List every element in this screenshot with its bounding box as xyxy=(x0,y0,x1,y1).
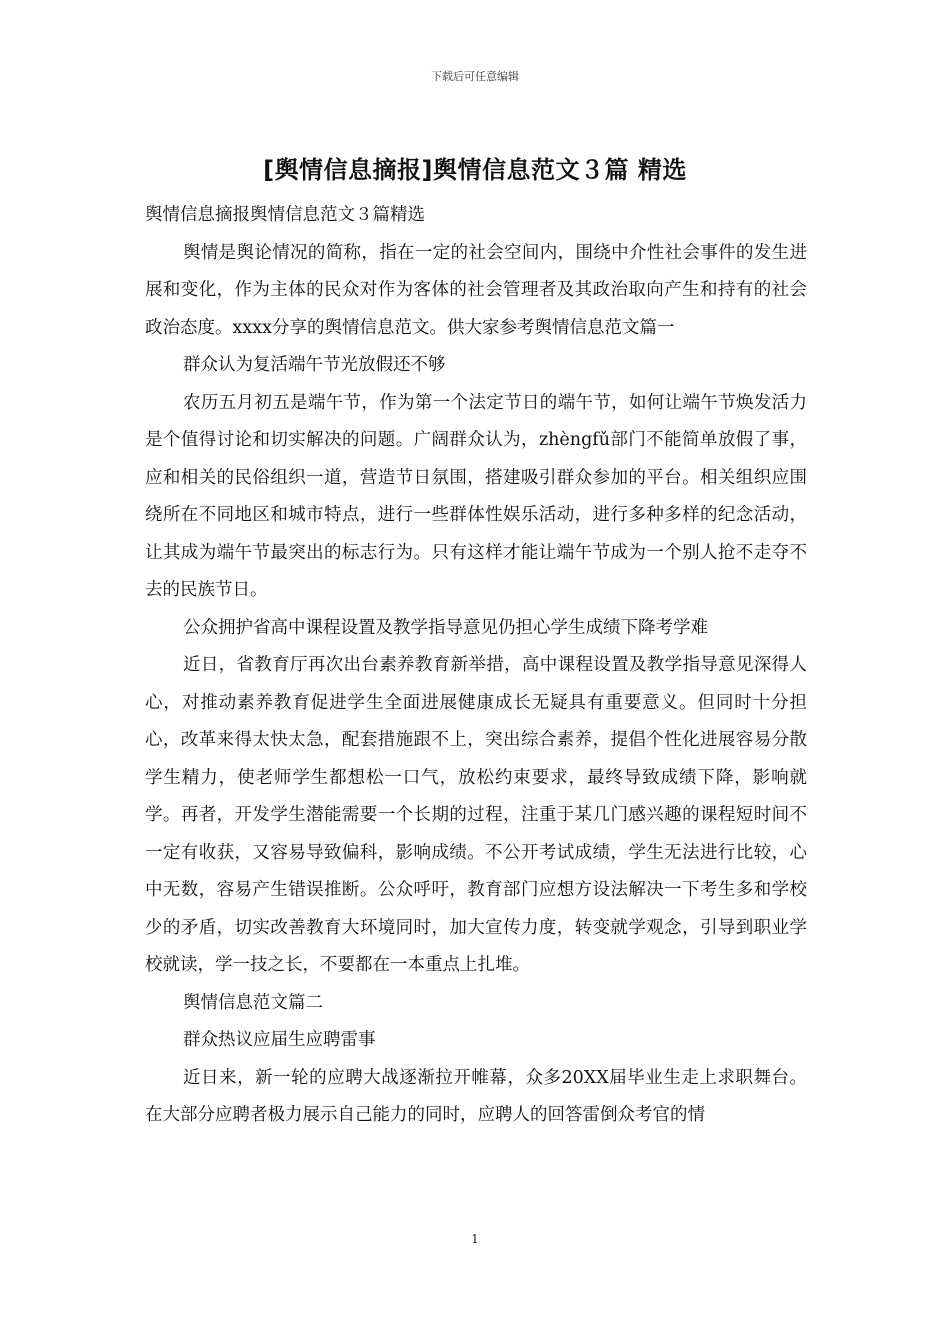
section-heading-curriculum: 公众拥护省高中课程设置及教学指导意见仍担心学生成绩下降考学难 xyxy=(183,617,708,638)
page-number: 1 xyxy=(471,1232,479,1246)
section-heading-dragon-boat: 群众认为复活端午节光放假还不够 xyxy=(183,355,446,375)
paragraph-intro: 舆情是舆论情况的简称，指在一定的社会空间内，围绕中介性社会事件的发生进展和变化，作为主体的民众对作为客体的社会管理者及其政治取向产生和持有的社会政治态度。xxxx分享的舆情信息范文。供大家参考舆情信息范文篇一 xyxy=(145,242,807,338)
section-heading-sample-two: 舆情信息范文篇二 xyxy=(183,992,323,1013)
section-heading-graduates: 群众热议应届生应聘雷事 xyxy=(183,1030,376,1050)
paragraph-curriculum: 近日，省教育厅再次出台素养教育新举措，高中课程设置及教学指导意见深得人心，对推动素养教育促进学生全面进展健康成长无疑具有重要意义。但同时十分担心，改革来得太快太急，配套措施跟不上，突出综合素养，提倡个性化进展容易分散学生精力，使老师学生都想松一口气，放松约束要求，最终导致成绩下降，影响就学。再者，开发学生潜能需要一个长期的过程，注重于某几门感兴趣的课程短时间不一定有收获，又容易导致偏科，影响成绩。不公开考试成绩，学生无法进行比较，心中无数，容易产生错误推断。公众呼吁，教育部门应想方设法解决一下考生多和学校少的矛盾，切实改善教育大环境同时，加大宣传力度，转变就学观念，引导到职业学校就读，学一技之长，不要都在一本重点上扎堆。 xyxy=(145,655,807,975)
document-title: [舆情信息摘报]舆情信息范文３篇 精选 xyxy=(263,156,687,184)
page-header: 下载后可任意编辑 xyxy=(431,70,519,83)
document-subtitle: 舆情信息摘报舆情信息范文３篇精选 xyxy=(145,205,425,225)
paragraph-dragon-boat: 农历五月初五是端午节，作为第一个法定节日的端午节，如何让端午节焕发活力是个值得讨论和切实解决的问题。广阔群众认为，zhèngfǔ部门不能简单放假了事，应和相关的民俗组织一道，营造节日氛围，搭建吸引群众参加的平台。相关组织应围绕所在不同地区和城市特点，进行一些群体性娱乐活动，进行多种多样的纪念活动，让其成为端午节最突出的标志行为。只有这样才能让端午节成为一个别人抢不走夺不去的民族节日。 xyxy=(145,392,807,600)
document-body xyxy=(145,197,807,1135)
paragraph-graduates: 近日来，新一轮的应聘大战逐渐拉开帷幕，众多20XX届毕业生走上求职舞台。在大部分应聘者极力展示自己能力的同时，应聘人的回答雷倒众考官的情 xyxy=(145,1067,807,1125)
